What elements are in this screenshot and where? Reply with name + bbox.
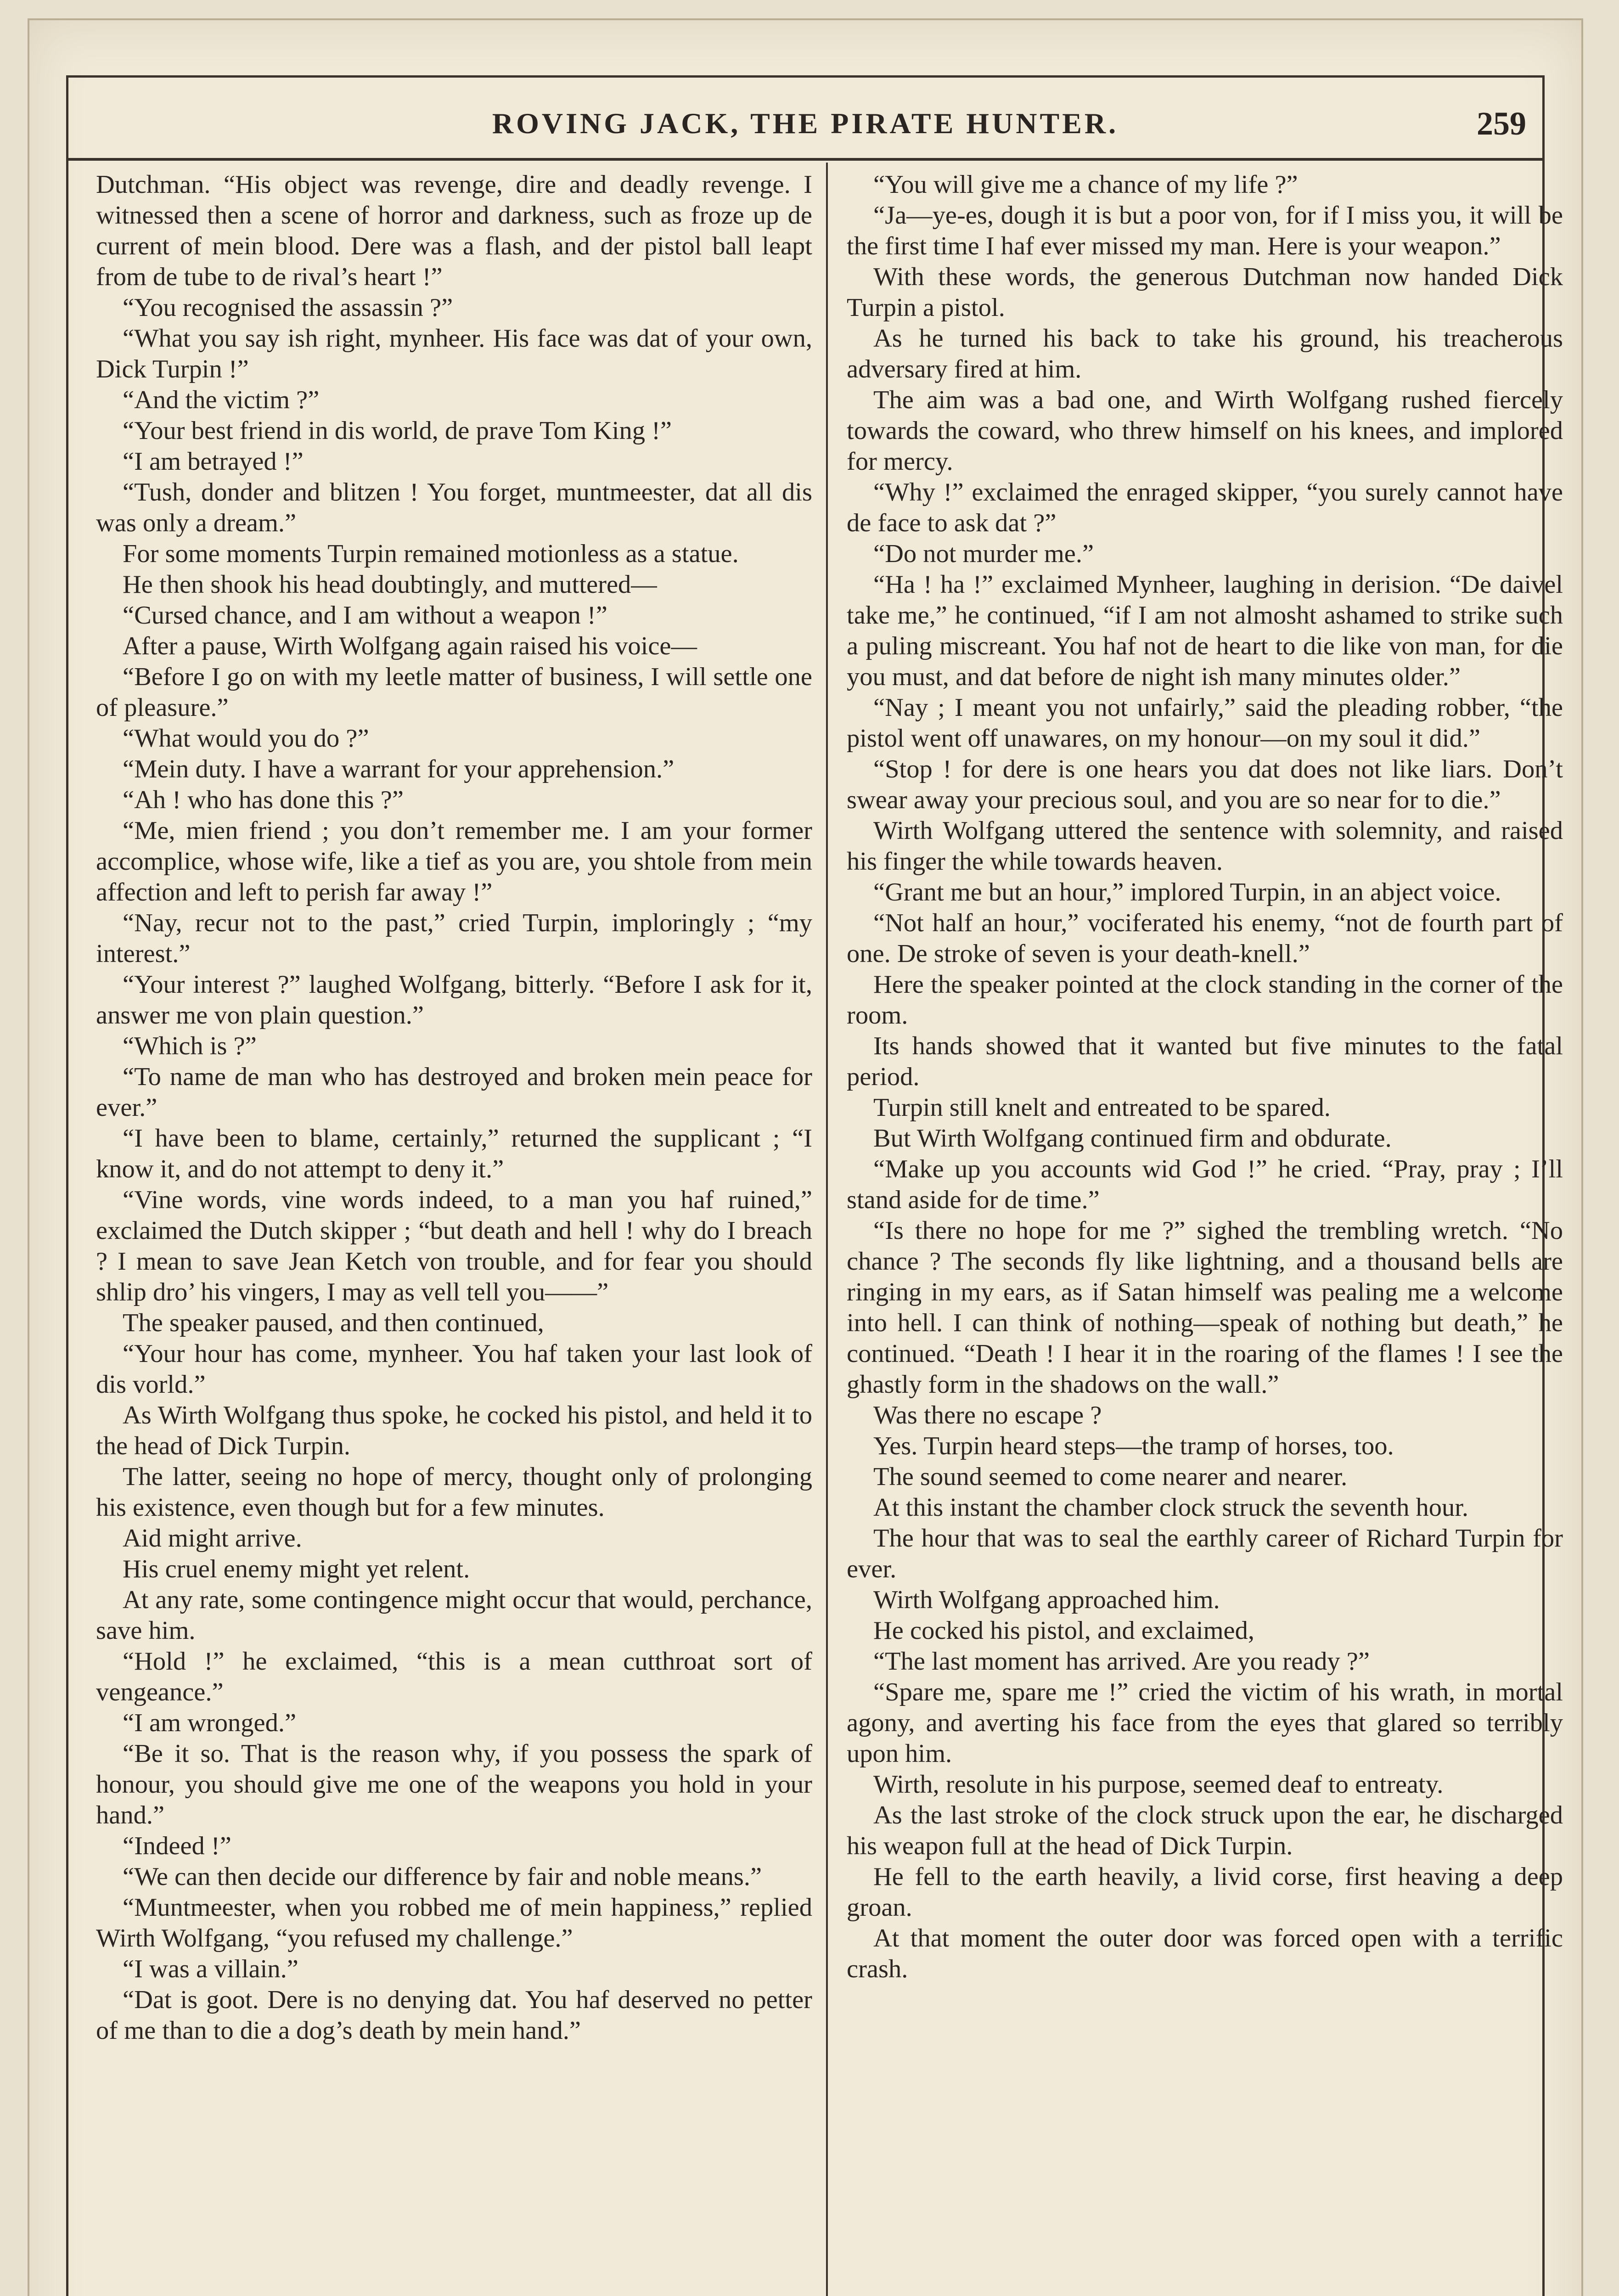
paragraph: The latter, seeing no hope of mercy, thought only of prolonging his existence, even though but for a few minutes. (96, 1463, 812, 1522)
paragraph: He cocked his pistol, and exclaimed, (873, 1616, 1254, 1645)
paragraph: “I was a villain.” (123, 1955, 298, 1983)
paragraph: Its hands showed that it wanted but five minutes to the fatal period. (847, 1032, 1563, 1091)
paragraph: “Do not murder me.” (873, 540, 1094, 568)
paragraph: “You will give me a chance of my life ?” (873, 170, 1298, 199)
paragraph: “Make up you accounts wid God !” he cried. “Pray, pray ; I’ll stand aside for de time.” (847, 1155, 1563, 1214)
paragraph: Aid might arrive. (123, 1524, 302, 1553)
paragraph: “Your interest ?” laughed Wolfgang, bitterly. “Before I ask for it, answer me von plain question.” (96, 970, 812, 1030)
paragraph: “Mein duty. I have a warrant for your apprehension.” (123, 755, 675, 783)
paragraph: “Tush, donder and blitzen ! You forget, muntmeester, dat all dis was only a dream.” (96, 478, 812, 537)
left-column (96, 169, 812, 2046)
paragraph: “Your best friend in dis world, de prave Tom King !” (123, 416, 672, 445)
column-divider (826, 163, 828, 2296)
paragraph: With these words, the generous Dutchman now handed Dick Turpin a pistol. (847, 263, 1563, 322)
paragraph: At any rate, some contingence might occur that would, perchance, save him. (96, 1586, 812, 1645)
paragraph: “Before I go on with my leetle matter of business, I will settle one of pleasure.” (96, 663, 812, 722)
paragraph: “The last moment has arrived. Are you ready ?” (873, 1647, 1370, 1676)
paragraph: “I have been to blame, certainly,” returned the supplicant ; “I know it, and do not attempt to deny it.” (96, 1124, 812, 1183)
paragraph: “I am betrayed !” (123, 447, 304, 476)
paragraph: “Which is ?” (123, 1032, 257, 1060)
paragraph: The hour that was to seal the earthly career of Richard Turpin for ever. (847, 1524, 1563, 1583)
paragraph: But Wirth Wolfgang continued firm and obdurate. (873, 1124, 1392, 1153)
paragraph: At that moment the outer door was forced open with a terrific crash. (847, 1924, 1563, 1983)
paragraph: As the last stroke of the clock struck upon the ear, he discharged his weapon full at the head of Dick Turpin. (847, 1801, 1563, 1860)
paragraph: After a pause, Wirth Wolfgang again raised his voice— (123, 632, 697, 660)
paragraph: “To name de man who has destroyed and broken mein peace for ever.” (96, 1063, 812, 1122)
paragraph: “Ja—ye-es, dough it is but a poor von, for if I miss you, it will be the first time I haf ever missed my man. Here is your weapon.” (847, 201, 1563, 260)
paragraph: “Nay, recur not to the past,” cried Turpin, imploringly ; “my interest.” (96, 909, 812, 968)
paragraph: “Not half an hour,” vociferated his enemy, “not de fourth part of one. De stroke of seven is your death-knell.” (847, 909, 1563, 968)
paragraph: For some moments Turpin remained motionless as a statue. (123, 540, 739, 568)
running-title: ROVING JACK, THE PIRATE HUNTER. (492, 107, 1119, 140)
paragraph: “Grant me but an hour,” implored Turpin, in an abject voice. (873, 878, 1501, 906)
paragraph: “Indeed !” (123, 1832, 231, 1860)
paragraph: “Me, mien friend ; you don’t remember me. I am your former accomplice, whose wife, like a tief as you are, you shtole from mein affection and left to perish far away !” (96, 816, 812, 906)
paragraph: “Stop ! for dere is one hears you dat does not like liars. Don’t swear away your precious soul, and you are so near for to die.” (847, 755, 1563, 814)
paragraph: “Spare me, spare me !” cried the victim of his wrath, in mortal agony, and averting his face from the eyes that glared so terribly upon him. (847, 1678, 1563, 1768)
paragraph: “And the victim ?” (123, 386, 320, 414)
paragraph: “Why !” exclaimed the enraged skipper, “you surely cannot have de face to ask dat ?” (847, 478, 1563, 537)
paragraph: He then shook his head doubtingly, and muttered— (123, 570, 657, 599)
paragraph: “Hold !” he exclaimed, “this is a mean cutthroat sort of vengeance.” (96, 1647, 812, 1706)
paragraph: “Ha ! ha !” exclaimed Mynheer, laughing in derision. “De daivel take me,” he continued, “if I am not almosht ashamed to strike such a puling miscreant. You haf not de heart to die like von man, for die you must, and dat before de night ish many minutes older.” (847, 570, 1563, 691)
paragraph: “Nay ; I meant you not unfairly,” said the pleading robber, “the pistol went off unawares, on my honour—on my soul it did.” (847, 693, 1563, 753)
paragraph: “Muntmeester, when you robbed me of mein happiness,” replied Wirth Wolfgang, “you refused my challenge.” (96, 1893, 812, 1953)
paragraph: As Wirth Wolfgang thus spoke, he cocked his pistol, and held it to the head of Dick Turpin. (96, 1401, 812, 1460)
paragraph: The aim was a bad one, and Wirth Wolfgang rushed fiercely towards the coward, who threw himself on his knees, and implored for mercy. (847, 386, 1563, 476)
paragraph: “Be it so. That is the reason why, if you possess the spark of honour, you should give me one of the weapons you hold in your hand.” (96, 1739, 812, 1829)
paragraph: Wirth, resolute in his purpose, seemed deaf to entreaty. (873, 1770, 1444, 1799)
paragraph: “Vine words, vine words indeed, to a man you haf ruined,” exclaimed the Dutch skipper ; “but death and hell ! why do I breach ? I mean to save Jean Ketch von trouble, and for fear you should shlip dro’ his vingers, I may as vell tell you——” (96, 1186, 812, 1306)
paragraph: Was there no escape ? (873, 1401, 1102, 1429)
paragraph: “Cursed chance, and I am without a weapon !” (123, 601, 607, 630)
paragraph: Wirth Wolfgang uttered the sentence with solemnity, and raised his finger the while towards heaven. (847, 816, 1563, 876)
paragraph: His cruel enemy might yet relent. (123, 1555, 470, 1583)
book-page (28, 18, 1583, 2296)
paragraph: The speaker paused, and then continued, (123, 1309, 544, 1337)
paragraph: “Your hour has come, mynheer. You haf taken your last look of dis vorld.” (96, 1339, 812, 1399)
paragraph: Yes. Turpin heard steps—the tramp of horses, too. (873, 1432, 1394, 1460)
running-head (66, 98, 1545, 149)
paragraph: “You recognised the assassin ?” (123, 293, 453, 322)
page-number: 259 (1477, 105, 1526, 142)
paragraph: The sound seemed to come nearer and nearer. (873, 1463, 1348, 1491)
paragraph: At this instant the chamber clock struck the seventh hour. (873, 1493, 1469, 1522)
paragraph: “We can then decide our difference by fair and noble means.” (123, 1863, 762, 1891)
header-rule (66, 158, 1545, 161)
paragraph: “What you say ish right, mynheer. His face was dat of your own, Dick Turpin !” (96, 324, 812, 383)
paragraph: “Is there no hope for me ?” sighed the trembling wretch. “No chance ? The seconds fly like lightning, and a thousand bells are ringing in my ears, as if Satan himself was pealing me a welcome into hell. I can think of nothing—speak of nothing but death,” he continued. “Death ! I hear it in the roaring of the flames ! I see the ghastly form in the shadows on the wall.” (847, 1216, 1563, 1399)
paragraph: He fell to the earth heavily, a livid corse, first heaving a deep groan. (847, 1863, 1563, 1922)
paragraph: Wirth Wolfgang approached him. (873, 1586, 1220, 1614)
paragraph: “Ah ! who has done this ?” (123, 786, 404, 814)
paragraph: Dutchman. “His object was revenge, dire and deadly revenge. I witnessed then a scene of horror and darkness, such as froze up de current of mein blood. Dere was a flash, and der pistol ball leapt from de tube to de rival’s heart !” (96, 170, 812, 291)
paragraph: Here the speaker pointed at the clock standing in the corner of the room. (847, 970, 1563, 1030)
paragraph: As he turned his back to take his ground, his treacherous adversary fired at him. (847, 324, 1563, 383)
paragraph: “What would you do ?” (123, 724, 369, 753)
right-column (847, 169, 1563, 1985)
paragraph: “Dat is goot. Dere is no denying dat. You haf deserved no petter of me than to die a dog’s death by mein hand.” (96, 1986, 812, 2045)
paragraph: “I am wronged.” (123, 1709, 297, 1737)
paragraph: Turpin still knelt and entreated to be spared. (873, 1093, 1331, 1122)
